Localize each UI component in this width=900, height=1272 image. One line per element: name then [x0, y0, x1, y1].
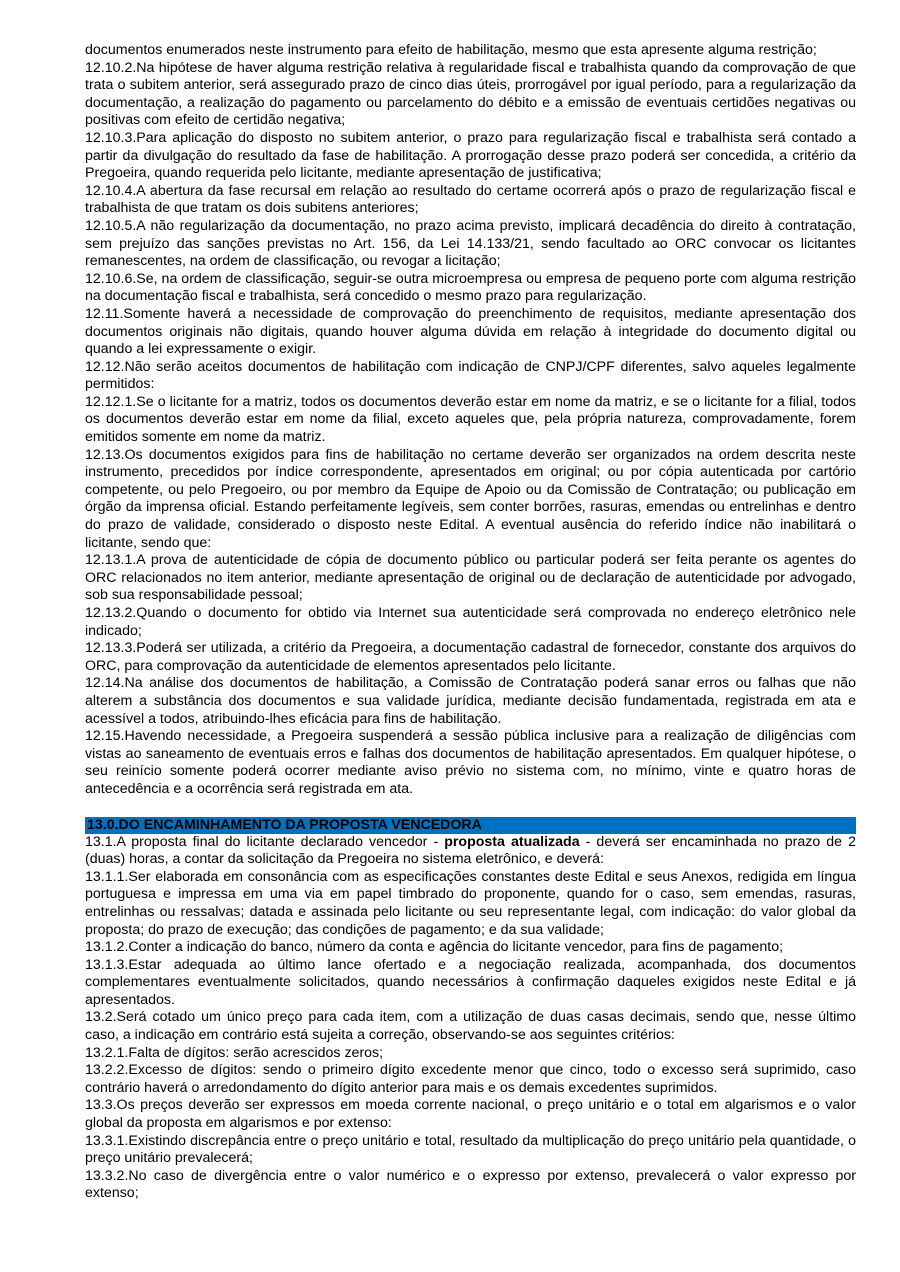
- paragraph: 13.1.2.Conter a indicação do banco, número da conta e agência do licitante vencedor, para fins de pagamento;: [85, 939, 784, 956]
- paragraph: 12.10.4.A abertura da fase recursal em relação ao resultado do certame ocorrerá após o prazo de regularização fiscal e trabalhista de que tratam os dois subitens anteriores;: [85, 182, 856, 217]
- paragraph: 12.10.5.A não regularização da documentação, no prazo acima previsto, implicará decadência do direito à contratação, sem prejuízo das sanções previstas no Art. 156, da Lei 14.133/21, sendo facultado ao ORC convocar os licitantes remanescentes, na ordem de classificação, ou revogar a licitação;: [85, 217, 856, 270]
- paragraph: 12.15.Havendo necessidade, a Pregoeira suspenderá a sessão pública inclusive para a realização de diligências com vistas ao saneamento de eventuais erros e falhas dos documentos de habilitação apresentados. Em qualquer hipótese, o seu reinício somente poderá ocorrer mediante aviso prévio no sistema com, no mínimo, vinte e quatro horas de antecedência e a ocorrência será registrada em ata.: [85, 728, 856, 797]
- paragraph: 12.10.3.Para aplicação do disposto no subitem anterior, o prazo para regularização fiscal e trabalhista será contado a partir da divulgação do resultado da fase de habilitação. A prorrogação desse prazo poderá ser concedida, a critério da Pregoeira, quando requerida pelo licitante, mediante apresentação de justificativa;: [85, 129, 856, 182]
- bold-term: proposta atualizada: [444, 833, 580, 850]
- section-spacer: [85, 799, 856, 817]
- paragraph-13-1-end: - deverá ser encaminhada no prazo de 2 (duas) horas, a contar da solicitação da Pregoeira no sistema eletrônico, e deverá:: [85, 833, 857, 868]
- paragraph: 13.3.2.No caso de divergência entre o valor numérico e o expresso por extenso, prevalecerá o valor expresso por extenso;: [85, 1167, 856, 1202]
- section-heading: 13.0.DO ENCAMINHAMENTO DA PROPOSTA VENCEDORA: [85, 817, 856, 834]
- paragraph: 12.12.1.Se o licitante for a matriz, todos os documentos deverão estar em nome da matriz, e se o licitante for a filial, todos os documentos deverão estar em nome da filial, exceto aqueles que, pela própria natureza, comprovadamente, forem emitidos somente em nome da matriz.: [85, 393, 856, 446]
- paragraph: documentos enumerados neste instrumento para efeito de habilitação, mesmo que esta apresente alguma restrição;: [85, 42, 817, 58]
- document-page: [85, 42, 856, 1203]
- paragraph: 12.13.3.Poderá ser utilizada, a critério da Pregoeira, a documentação cadastral de fornecedor, constante dos arquivos do ORC, para comprovação da autenticidade de elementos apresentados pelo licitante.: [85, 640, 856, 674]
- paragraph: 12.13.1.A prova de autenticidade de cópia de documento público ou particular poderá ser feita perante os agentes do ORC relacionados no item anterior, mediante apresentação de original ou de declaração de autenticidade por advogado, sob sua responsabilidade pessoal;: [85, 552, 856, 604]
- paragraph: 12.11.Somente haverá a necessidade de comprovação do preenchimento de requisitos, mediante apresentação dos documentos originais não digitais, quando houver alguma dúvida em relação à integridade do documento digital ou quando a lei expressamente o exigir.: [85, 305, 856, 358]
- paragraph: 12.13.Os documentos exigidos para fins de habilitação no certame deverão ser organizados na ordem descrita neste instrumento, precedidos por índice correspondente, apresentados em original; ou por cópia autenticada por cartório competente, ou pelo Pregoeiro, ou por membro da Equipe de Apoio ou da Comissão de Contratação; ou publicação em órgão da imprensa oficial. Estando perfeitamente legíveis, sem conter borrões, rasuras, emendas ou entrelinhas e dentro do prazo de validade, considerado o disposto neste Edital. A eventual ausência do referido índice não inabilitará o licitante, sendo que:: [85, 446, 856, 551]
- paragraph-13-1: [85, 834, 856, 869]
- paragraph: 12.14.Na análise dos documentos de habilitação, a Comissão de Contratação poderá sanar erros ou falhas que não alterem a substância dos documentos e sua validade jurídica, mediante decisão fundamentada, registrada em ata e acessível a todos, atribuindo-lhes eficácia para fins de habilitação.: [85, 675, 856, 727]
- paragraph: 12.10.2.Na hipótese de haver alguma restrição relativa à regularidade fiscal e trabalhista quando da comprovação de que trata o subitem anterior, será assegurado prazo de cinco dias úteis, prorrogável por igual período, para a regularização da documentação, a realização do pagamento ou parcelamento do débito e a emissão de eventuais certidões negativas ou positivas com efeito de certidão negativa;: [85, 59, 856, 129]
- paragraph: 12.13.2.Quando o documento for obtido via Internet sua autenticidade será comprovada no endereço eletrônico nele indicado;: [85, 605, 856, 639]
- paragraph: 13.2.2.Excesso de dígitos: sendo o primeiro dígito excedente menor que cinco, todo o excesso será suprimido, caso contrário haverá o arredondamento do dígito anterior para mais e os demais excedentes suprimidos.: [85, 1062, 856, 1096]
- paragraph: 13.1.1.Ser elaborada em consonância com as especificações constantes deste Edital e seus Anexos, redigida em língua portuguesa e impressa em uma via em papel timbrado do proponente, quando for o caso, sem emendas, rasuras, entrelinhas ou ressalvas; datada e assinada pelo licitante ou seu representante legal, com indicação: do valor global da proposta; do prazo de execução; das condições de pagamento; e da sua validade;: [85, 868, 856, 938]
- paragraph: 13.1.3.Estar adequada ao último lance ofertado e a negociação realizada, acompanhada, dos documentos complementares eventualmente solicitados, quando necessários à confirmação daqueles exigidos neste Edital e já apresentados.: [85, 956, 856, 1008]
- paragraph: 13.2.1.Falta de dígitos: serão acrescidos zeros;: [85, 1044, 384, 1061]
- paragraph: 13.3.Os preços deverão ser expressos em moeda corrente nacional, o preço unitário e o total em algarismos e o valor global da proposta em algarismos e por extenso:: [85, 1097, 856, 1132]
- paragraph-13-1-start: 13.1.A proposta final do licitante declarado vencedor -: [85, 833, 445, 850]
- paragraph: 13.2.Será cotado um único preço para cada item, com a utilização de duas casas decimais, sendo que, nesse último caso, a indicação em contrário está sujeita a correção, observando-se aos seguintes critérios:: [85, 1009, 856, 1044]
- paragraph: 13.3.1.Existindo discrepância entre o preço unitário e total, resultado da multiplicação do preço unitário pela quantidade, o preço unitário prevalecerá;: [85, 1132, 856, 1167]
- paragraph: 12.10.6.Se, na ordem de classificação, seguir-se outra microempresa ou empresa de pequeno porte com alguma restrição na documentação fiscal e trabalhista, será concedido o mesmo prazo para regularização.: [85, 270, 856, 305]
- paragraph: 12.12.Não serão aceitos documentos de habilitação com indicação de CNPJ/CPF diferentes, salvo aqueles legalmente permitidos:: [85, 358, 856, 393]
